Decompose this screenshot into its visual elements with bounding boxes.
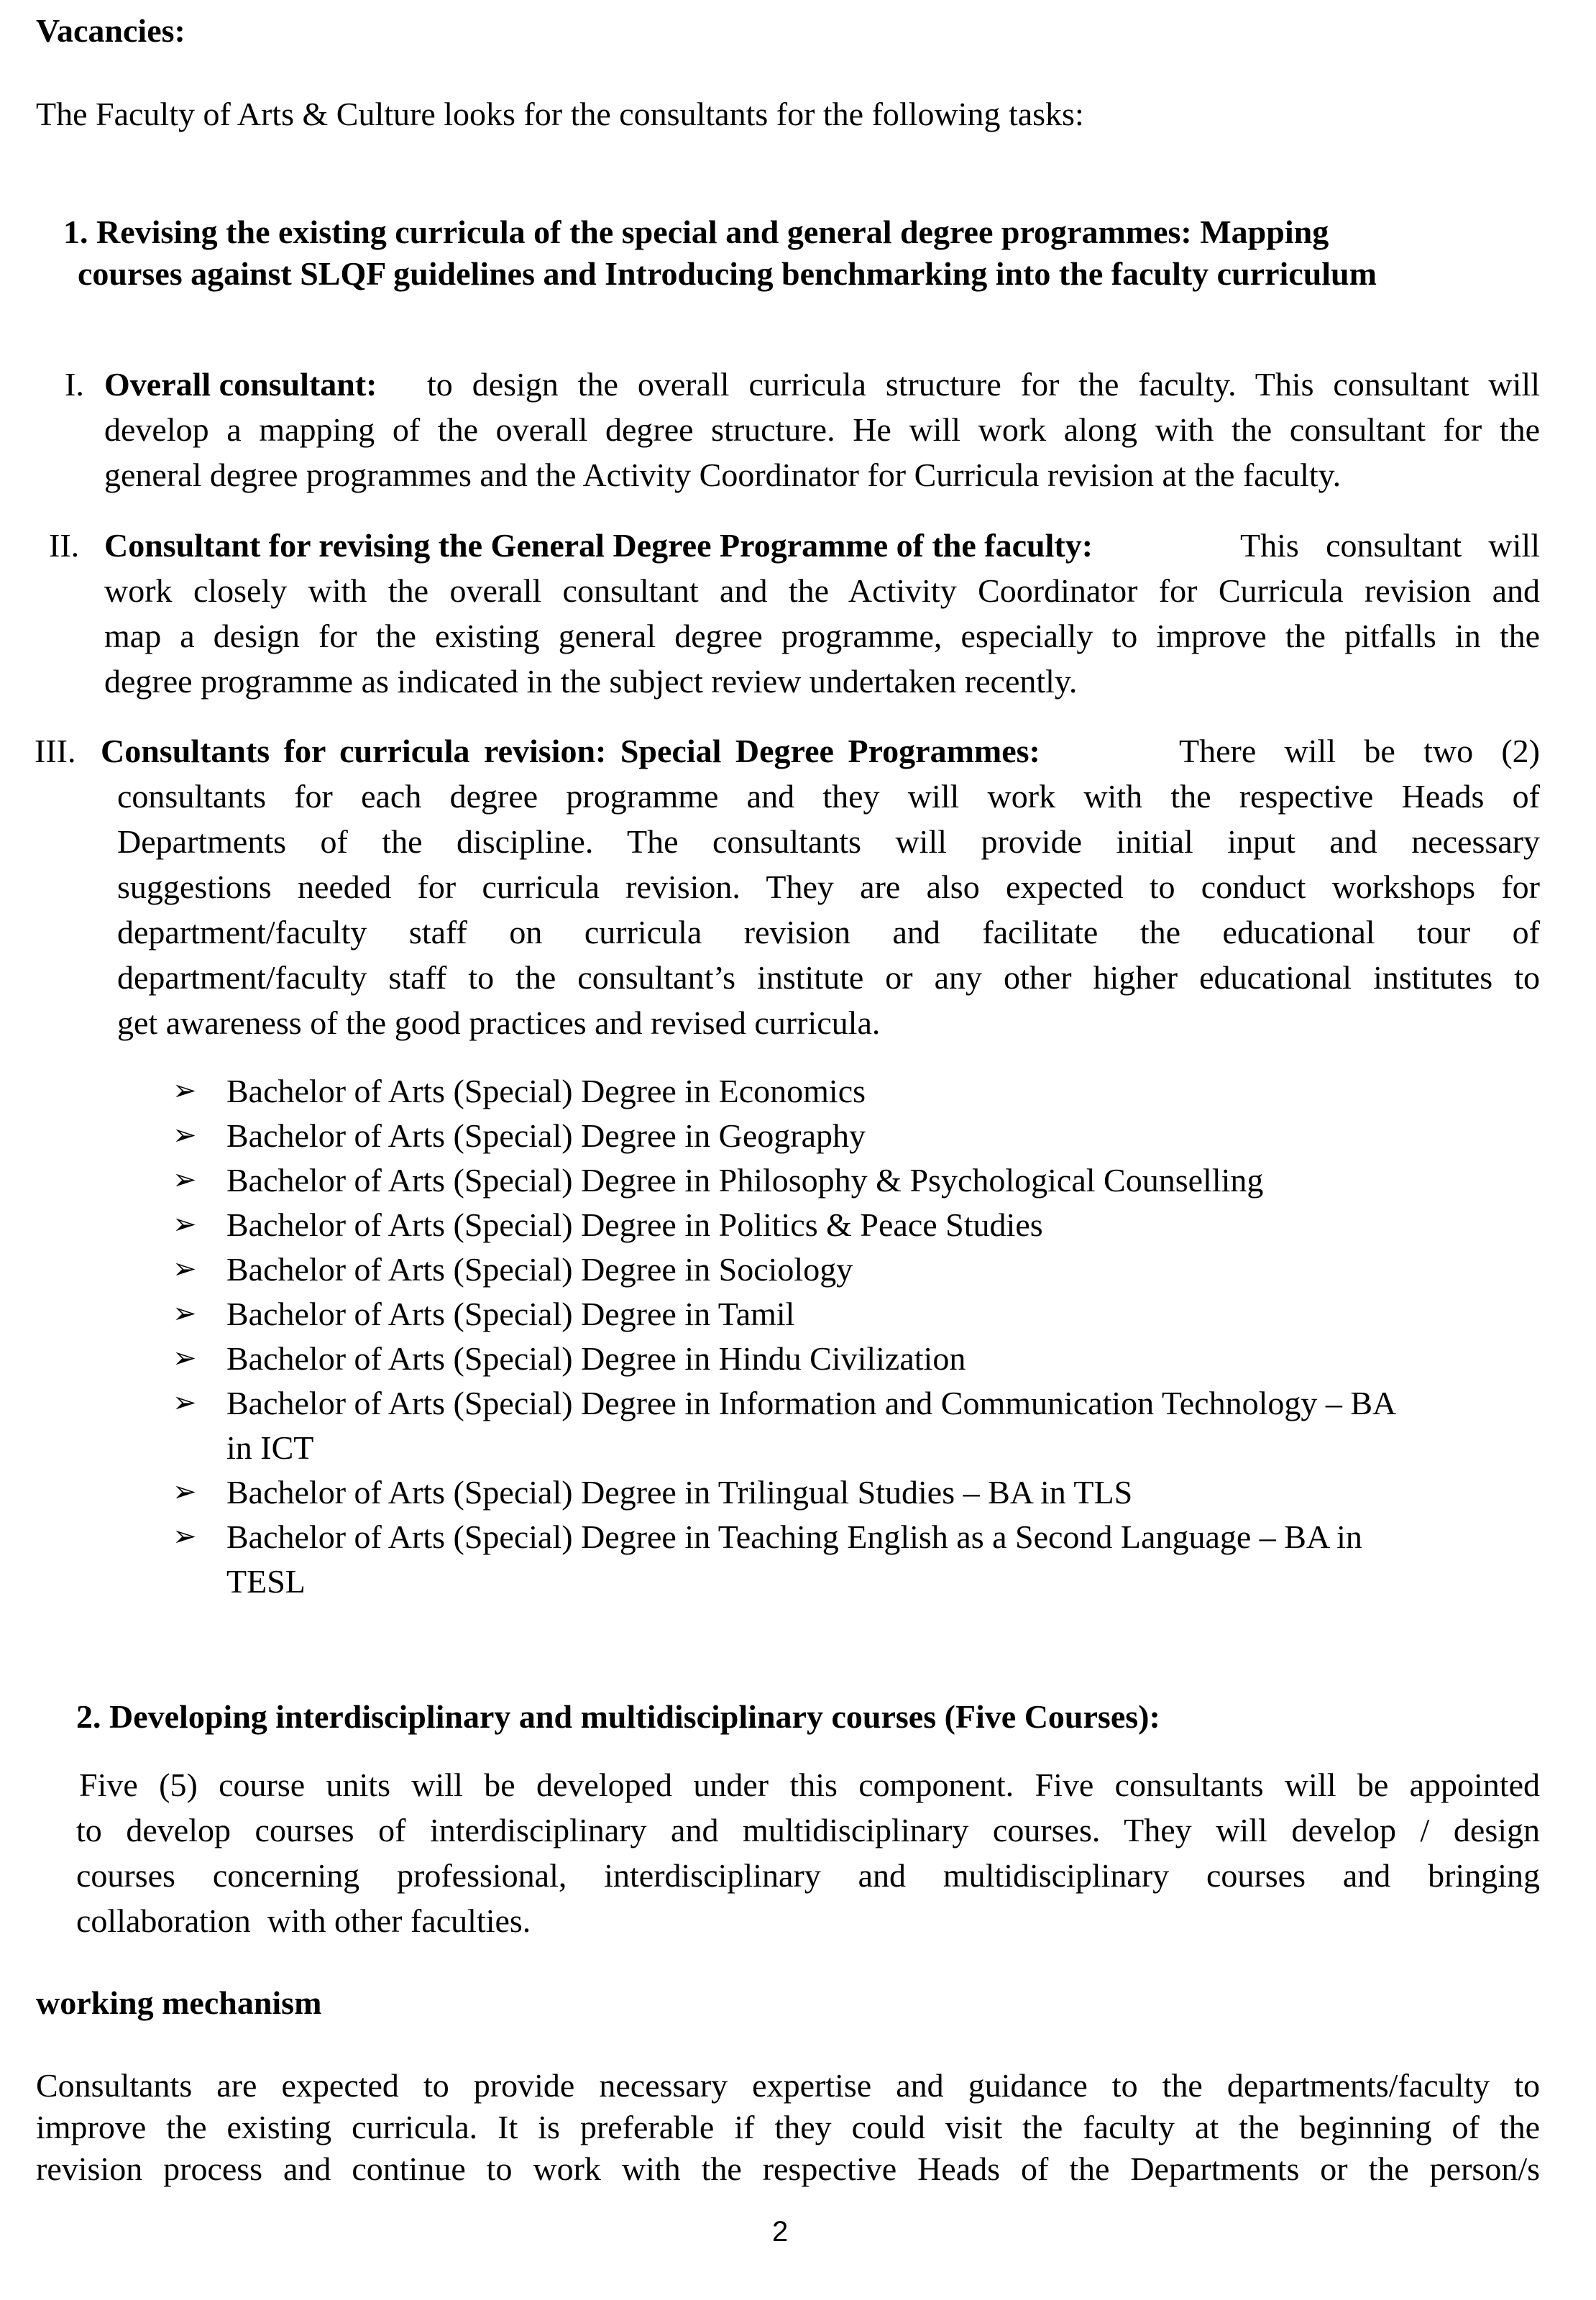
section2-title: 2. Developing interdisciplinary and multidisciplinary courses (Five Courses):	[76, 1698, 1160, 1735]
item-line: degree programme as indicated in the subject review undertaken recently.	[104, 663, 1078, 700]
item-line: Departments of the discipline. The consultants will provide initial input and necessary	[117, 823, 1540, 860]
item-heading: Consultants for curricula revision: Special Degree Programmes:	[101, 733, 1040, 769]
paragraph-line: Consultants are expected to provide necessary expertise and guidance to the departments/faculty to	[36, 2067, 1540, 2104]
item-line: department/faculty staff to the consultant’s institute or any other higher educational institutes to	[117, 959, 1540, 996]
degree-label: Bachelor of Arts (Special) Degree in Teaching English as a Second Language – BA in	[226, 1518, 1362, 1555]
section1-title-line1: 1. Revising the existing curricula of the special and general degree programmes: Mapping	[63, 214, 1329, 250]
degree-label: Bachelor of Arts (Special) Degree in Information and Communication Technology – BA	[226, 1385, 1397, 1421]
section1-title-line2: courses against SLQF guidelines and Introducing benchmarking into the faculty curriculum	[78, 255, 1377, 292]
arrow-bullet-icon: ➢	[173, 1119, 197, 1152]
arrow-bullet-icon: ➢	[173, 1163, 197, 1196]
degree-label: Bachelor of Arts (Special) Degree in Hindu Civilization	[226, 1340, 966, 1377]
arrow-bullet-icon: ➢	[173, 1252, 197, 1286]
item-line: get awareness of the good practices and revised curricula.	[117, 1004, 881, 1041]
degree-label: Bachelor of Arts (Special) Degree in Politics & Peace Studies	[226, 1206, 1043, 1243]
item-heading: Overall consultant:	[104, 366, 377, 403]
arrow-bullet-icon: ➢	[173, 1208, 197, 1241]
arrow-bullet-icon: ➢	[173, 1475, 197, 1508]
arrow-bullet-icon: ➢	[173, 1386, 197, 1419]
vacancies-heading: Vacancies:	[36, 12, 185, 49]
item-line: general degree programmes and the Activity Coordinator for Curricula revision at the faculty.	[104, 457, 1342, 493]
degree-label-continued: in ICT	[226, 1429, 314, 1466]
paragraph-line: collaboration with other faculties.	[76, 1902, 531, 1939]
paragraph-line: improve the existing curricula. It is preferable if they could visit the faculty at the beginning of the	[36, 2109, 1540, 2145]
arrow-bullet-icon: ➢	[173, 1074, 197, 1107]
item-line: department/faculty staff on curricula revision and facilitate the educational tour of	[117, 914, 1540, 950]
item-line: map a design for the existing general degree programme, especially to improve the pitfalls in the	[104, 618, 1540, 654]
working-mechanism-heading: working mechanism	[36, 1984, 322, 2021]
paragraph-line: courses concerning professional, interdisciplinary and multidisciplinary courses and bringing	[76, 1857, 1540, 1894]
item-numeral: III.	[35, 733, 76, 769]
item-line: This consultant will	[1240, 527, 1540, 564]
item-line: There will be two (2)	[1179, 733, 1540, 769]
degree-label: Bachelor of Arts (Special) Degree in Geography	[226, 1117, 866, 1154]
paragraph-line: revision process and continue to work with the respective Heads of the Departments or the person/s	[36, 2150, 1540, 2187]
item-line: work closely with the overall consultant and the Activity Coordinator for Curricula revision and	[104, 572, 1540, 609]
degree-label: Bachelor of Arts (Special) Degree in Philosophy & Psychological Counselling	[226, 1162, 1264, 1199]
item-line: to design the overall curricula structure for the faculty. This consultant will	[427, 366, 1540, 403]
arrow-bullet-icon: ➢	[173, 1520, 197, 1553]
degree-label-continued: TESL	[226, 1563, 306, 1600]
item-line: develop a mapping of the overall degree structure. He will work along with the consultant for the	[104, 411, 1540, 448]
item-numeral: II.	[49, 527, 80, 564]
degree-label: Bachelor of Arts (Special) Degree in Trilingual Studies – BA in TLS	[226, 1474, 1133, 1511]
paragraph-line: Five (5) course units will be developed under this component. Five consultants will be appointed	[79, 1767, 1540, 1803]
intro-paragraph: The Faculty of Arts & Culture looks for the consultants for the following tasks:	[36, 96, 1084, 132]
item-line: consultants for each degree programme and they will work with the respective Heads of	[117, 778, 1540, 815]
degree-label: Bachelor of Arts (Special) Degree in Economics	[226, 1073, 866, 1109]
degree-label: Bachelor of Arts (Special) Degree in Tamil	[226, 1296, 795, 1332]
item-numeral: I.	[65, 366, 84, 403]
paragraph-line: to develop courses of interdisciplinary and multidisciplinary courses. They will develop / design	[76, 1812, 1540, 1848]
arrow-bullet-icon: ➢	[173, 1297, 197, 1330]
degree-label: Bachelor of Arts (Special) Degree in Sociology	[226, 1251, 853, 1288]
page-number: 2	[772, 2216, 789, 2248]
item-line: suggestions needed for curricula revision. They are also expected to conduct workshops for	[117, 869, 1540, 905]
arrow-bullet-icon: ➢	[173, 1342, 197, 1375]
item-heading: Consultant for revising the General Degree Programme of the faculty:	[104, 527, 1093, 564]
